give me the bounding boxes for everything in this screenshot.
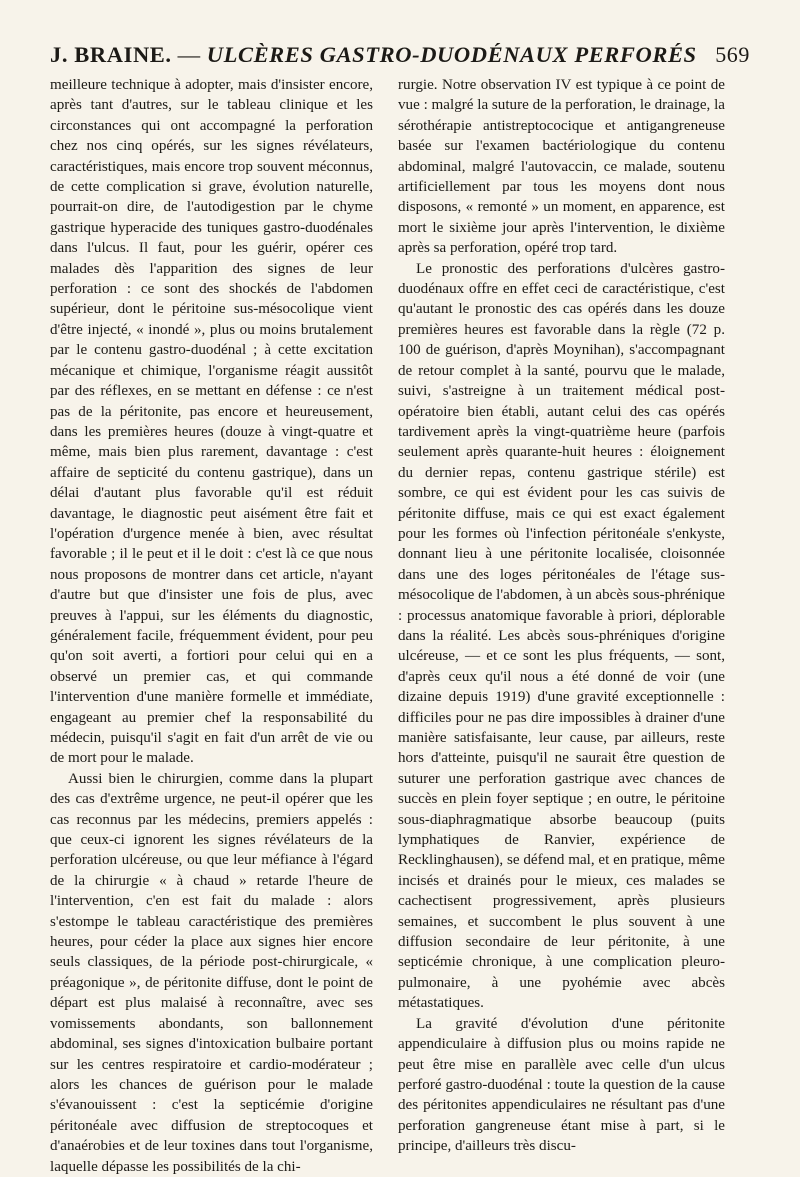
left-paragraph-1: meilleure technique à adopter, mais d'insister encore, après tant d'autres, sur le tableau clinique et les circonstances qui ont accompagné la perforation chez nos cinq opérés, sur les signes révélateurs, caractéristiques, mais encore trop souvent méconnus, de cette complication si grave, évolution naturelle, pourrait-on dire, de l'autodigestion par le chyme gastrique hyperacide des tuniques gastro-duodénales dans l'ulcus. Il faut, pour les guérir, opérer ces malades dès l'apparition des signes de leur perforation : ce sont des shockés de l'abdomen supérieur, dont le péritoine sus-mésocolique vient d'être injecté, « inondé », plus ou moins brutalement par le contenu gastro-duodénal ; à cette excitation mécanique et chimique, l'organisme réagit aussitôt par des réflexes, en se mettant en défense : ce n'est pas de la péritonite, pas encore et heureusement, dans les premières heures (douze à vingt-quatre et même, mais bien plus rarement, davantage : c'est affaire de septicité du contenu gastrique), dans un délai d'autant plus favorable qu'il est réduit davantage, le diagnostic peut aisément être fait et l'opération d'urgence menée à bien, avec résultat favorable ; il le peut et il le doit : c'est là ce que nous nous proposons de montrer dans cet article, n'ayant d'autre but que d'insister une fois de plus, avec preuves à l'appui, sur les éléments du diagnostic, généralement facile, fréquemment évident, pour peu qu'on soit averti, a fortiori pour celui qui en a observé un premier cas, et qui commande l'intervention d'une manière formelle et immédiate, engageant au premier chef la responsabilité du médecin, puisqu'il s'agit en fait d'un arrêt de vie ou de mort pour le malade. [50,77,373,767]
header-separator: — [177,42,201,67]
left-column [50,75,373,1177]
right-column [398,75,725,1157]
right-paragraph-3: La gravité d'évolution d'une péritonite appendiculaire à diffusion plus ou moins rapide ne peut être mise en parallèle avec celle d'un ulcus perforé gastro-duodénal : toute la question de la cause des péritonites appendiculaires ne résultant pas d'une perforation gangreneuse étant mise à part, si le principe, d'ailleurs très discu- [398,1015,725,1155]
right-paragraph-1: rurgie. Notre observation IV est typique à ce point de vue : malgré la suture de la perforation, le drainage, la sérothérapie antistreptococique et antigangreneuse basée sur l'examen bactériologique du contenu abdominal, malgré l'autovaccin, ce malade, soutenu artificiellement par tous les moyens dont nous disposons, « remonté » un moment, en apparence, est mort le sixième jour après l'intervention, le dixième après sa perforation, opéré trop tard. [398,77,725,257]
author-name: J. BRAINE. [50,42,172,67]
left-paragraph-2: Aussi bien le chirurgien, comme dans la plupart des cas d'extrême urgence, ne peut-il opérer que les cas reconnus par les médecins, premiers appelés : que ceux-ci ignorent les signes révélateurs de la perforation ulcéreuse, ou que leur méfiance à l'égard de la chirurgie « à chaud » retarde l'heure de l'intervention, c'en est fait du malade : alors s'estompe le tableau caractéristique des premières heures, pour céder la place aux signes hier encore seuls classiques, de la période post-chirurgicale, « préagonique », de péritonite diffuse, dont le point de départ est plus malaisé à reconnaître, avec ses vomissements abondants, son ballonnement abdominal, ses signes d'intoxication bulbaire portant sur les centres respiratoire et cardio-modérateur ; alors les chances de guérison pour le malade s'évanouissent : c'est la septicémie d'origine péritonéale avec diffusion de streptocoques et d'anaérobies et de leur toxines dans tout l'organisme, laquelle dépasse les possibilités de la chi- [50,770,373,1175]
page-number: 569 [715,42,750,67]
article-title: ULCÈRES GASTRO-DUODÉNAUX PERFORÉS [206,42,697,67]
running-head [50,42,697,68]
page-header [50,42,750,76]
right-paragraph-2: Le pronostic des perforations d'ulcères gastro-duodénaux offre en effet ceci de caractéristique, c'est qu'autant le pronostic des cas opérés dans les douze premières heures est favorable dans la règle (72 p. 100 de guérison, d'après Moynihan), s'accompagnant de retour complet à la santé, pourvu que le malade, suivi, s'astreigne à un traitement médical post-opératoire bien établi, autant celui des cas opérés tardivement après la vingt-quatrième heure (parfois seulement après quarante-huit heures : éloignement du dernier repas, contenu gastrique stérile) est sombre, ce qui est évident pour les cas suivis de péritonite diffuse, mais ce qui est exact également pour les formes où l'infection péritonéale s'enkyste, donnant lieu à une péritonite localisée, cloisonnée dans une des loges péritonéales de l'étage sus-mésocolique de l'abdomen, à un abcès sous-phrénique : processus anatomique favorable à priori, déplorable dans la réalité. Les abcès sous-phréniques d'origine ulcéreuse, — et ce sont les plus fréquents, — sont, d'après ceux qu'il nous a été donné de voir (une dizaine depuis 1919) d'une gravité exceptionnelle : difficiles pour ne pas dire impossibles à drainer d'une manière satisfaisante, leur cause, par ailleurs, reste hors d'atteinte, puisqu'il ne saurait être question de suturer une perforation gastrique avec chances de succès en plein foyer septique ; en outre, le péritoine sous-diaphragmatique absorbe beaucoup (puits lymphatiques de Ranvier, expérience de Recklinghausen), se défend mal, et en pratique, même incisés et drainés pour le mieux, ces malades se cachectisent progressivement, après plusieurs semaines, et succombent le plus souvent à une diffusion secondaire de leur péritonite, à une septicémie chronique, à une complication pleuro-pulmonaire, à une pyohémie avec abcès métastatiques. [398,260,725,1012]
